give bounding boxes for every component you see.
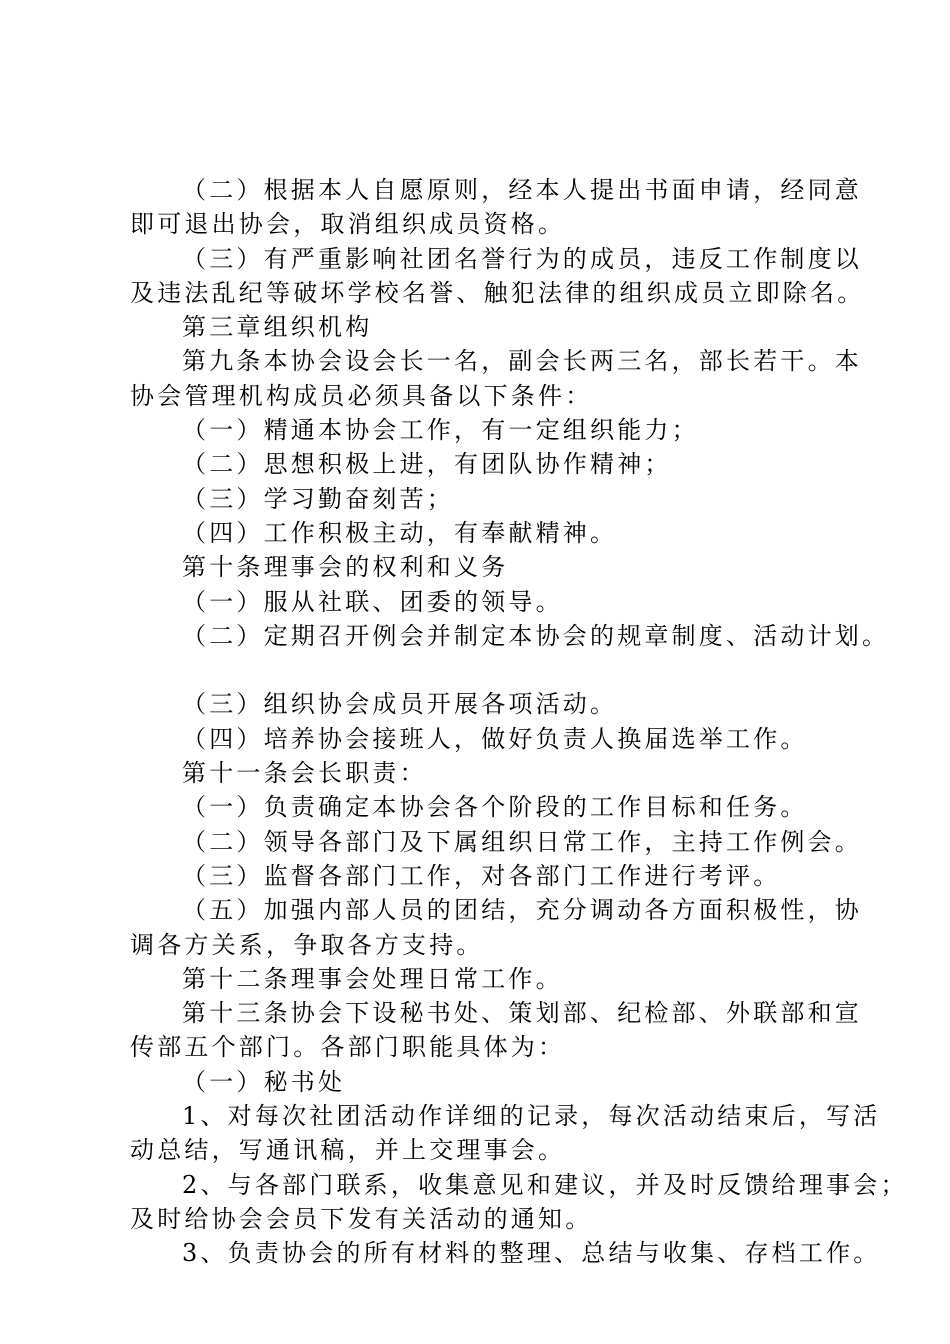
paragraph-line: （三）有严重影响社团名誉行为的成员，违反工作制度以	[182, 244, 862, 273]
paragraph-line: 传部五个部门。各部门职能具体为：	[130, 1033, 566, 1062]
article-line: 第十条理事会的权利和义务	[182, 553, 509, 582]
list-item: （二）思想积极上进，有团队协作精神；	[182, 450, 672, 479]
list-item: （一）负责确定本协会各个阶段的工作目标和任务。	[182, 793, 808, 822]
list-item: （一）精通本协会工作，有一定组织能力；	[182, 416, 699, 445]
list-item: （四）培养协会接班人，做好负责人换届选举工作。	[182, 724, 808, 753]
list-item: （二）领导各部门及下属组织日常工作，主持工作例会。	[182, 827, 862, 856]
list-item: （四）工作积极主动，有奉献精神。	[182, 518, 618, 547]
blank-line	[130, 653, 850, 687]
list-item: （三）组织协会成员开展各项活动。	[182, 690, 618, 719]
paragraph-line: 及时给协会会员下发有关活动的通知。	[130, 1204, 593, 1233]
article-line: 第十三条协会下设秘书处、策划部、纪检部、外联部和宣	[182, 999, 862, 1028]
list-item: （三）学习勤奋刻苦；	[182, 484, 454, 513]
document-body	[130, 173, 908, 1271]
paragraph-line: 调各方关系，争取各方支持。	[130, 930, 484, 959]
list-item: 3、负责协会的所有材料的整理、总结与收集、存档工作。	[182, 1239, 881, 1268]
paragraph-line: （二）根据本人自愿原则，经本人提出书面申请，经同意	[182, 176, 862, 204]
article-line: 第十二条理事会处理日常工作。	[182, 964, 563, 993]
paragraph-line: 协会管理机构成员必须具备以下条件：	[130, 381, 593, 410]
article-line: 第十一条会长职责：	[182, 759, 427, 788]
list-item: 1、对每次社团活动作详细的记录，每次活动结束后，写活	[182, 1102, 881, 1131]
list-item: （五）加强内部人员的团结，充分调动各方面积极性，协	[182, 896, 862, 925]
list-item: （二）定期召开例会并制定本协会的规章制度、活动计划。	[182, 621, 890, 650]
chapter-heading: 第三章组织机构	[182, 313, 373, 342]
list-item: 2、与各部门联系，收集意见和建议，并及时反馈给理事会；	[182, 1170, 908, 1199]
section-heading: （一）秘书处	[182, 1067, 346, 1096]
article-line: 第九条本协会设会长一名，副会长两三名，部长若干。本	[182, 347, 862, 376]
list-item: （三）监督各部门工作，对各部门工作进行考评。	[182, 861, 781, 890]
paragraph-line: 及违法乱纪等破坏学校名誉、触犯法律的组织成员立即除名。	[130, 278, 865, 307]
paragraph-line: 动总结，写通讯稿，并上交理事会。	[130, 1136, 566, 1165]
paragraph-line: 即可退出协会，取消组织成员资格。	[130, 210, 566, 239]
list-item: （一）服从社联、团委的领导。	[182, 587, 563, 616]
